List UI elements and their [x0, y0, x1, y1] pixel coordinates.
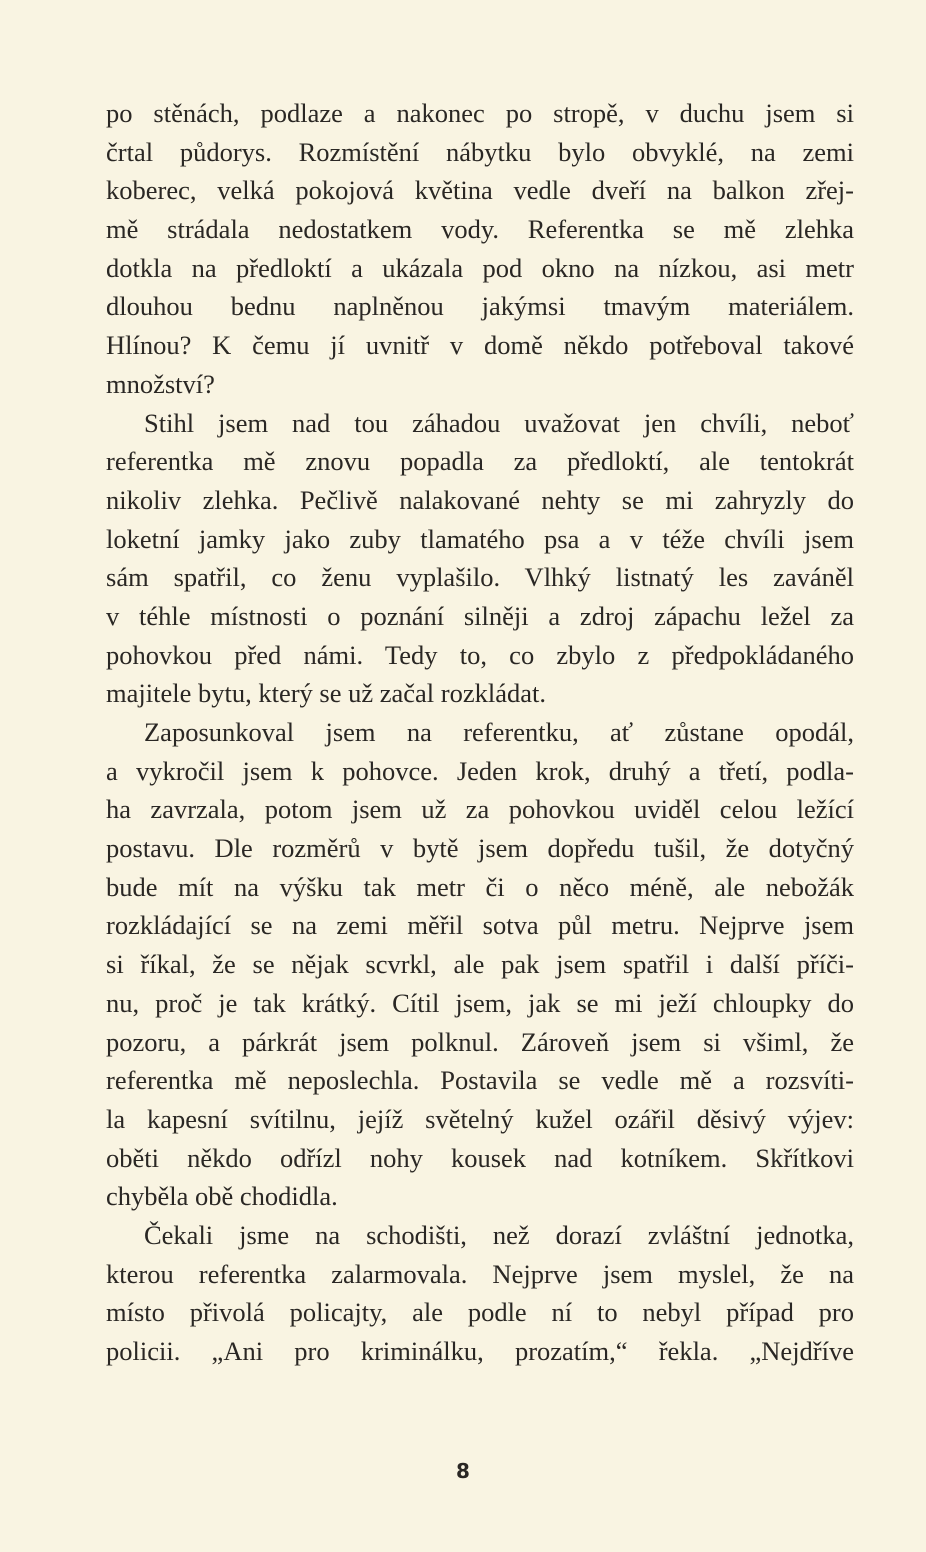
text-line: v téhle místnosti o poznání silněji a zdroj zápachu ležel za [106, 600, 854, 631]
text-line: referentka mě neposlechla. Postavila se vedle mě a rozsvíti- [106, 1065, 854, 1096]
text-line: a vykročil jsem k pohovce. Jeden krok, druhý a třetí, podla- [106, 755, 854, 786]
text-line: Stihl jsem nad tou záhadou uvažovat jen chvíli, neboť [144, 407, 854, 438]
text-line: množství? [106, 368, 215, 399]
paragraph [106, 713, 854, 1216]
paragraph [106, 1216, 854, 1371]
text-line: nikoliv zlehka. Pečlivě nalakované nehty se mi zahryzly do [106, 484, 854, 515]
text-line: chyběla obě chodidla. [106, 1181, 338, 1212]
text-line: pohovkou před námi. Tedy to, co zbylo z předpokládaného [106, 639, 854, 670]
text-line: dlouhou bednu naplněnou jakýmsi tmavým materiálem. [106, 291, 854, 322]
text-line: Čekali jsme na schodišti, než dorazí zvláštní jednotka, [144, 1219, 854, 1250]
text-line: kterou referentka zalarmovala. Nejprve jsem myslel, že na [106, 1258, 854, 1289]
text-line: postavu. Dle rozměrů v bytě jsem dopředu tušil, že dotyčný [106, 833, 854, 864]
text-line: místo přivolá policajty, ale podle ní to nebyl případ pro [106, 1297, 854, 1328]
text-line: si říkal, že se nějak scvrkl, ale pak jsem spatřil i další příči- [106, 949, 854, 980]
text-line: koberec, velká pokojová květina vedle dveří na balkon zřej- [106, 175, 854, 206]
text-line: majitele bytu, který se už začal rozkládat. [106, 678, 546, 709]
text-line: la kapesní svítilnu, jejíž světelný kužel ozářil děsivý výjev: [106, 1103, 854, 1134]
text-line: referentka mě znovu popadla za předloktí, ale tentokrát [106, 446, 854, 477]
text-line: dotkla na předloktí a ukázala pod okno na nízkou, asi metr [106, 252, 854, 283]
text-line: po stěnách, podlaze a nakonec po stropě, v duchu jsem si [106, 98, 854, 128]
text-line: rozkládající se na zemi měřil sotva půl metru. Nejprve jsem [106, 910, 854, 941]
page-number: 8 [456, 1459, 470, 1483]
text-line: bude mít na výšku tak metr či o něco méně, ale nebožák [106, 871, 854, 902]
text-line: pozoru, a párkrát jsem polknul. Zároveň jsem si všiml, že [106, 1026, 854, 1057]
text-line: Hlínou? K čemu jí uvnitř v domě někdo potřeboval takové [106, 330, 854, 361]
text-line: črtal půdorys. Rozmístění nábytku bylo obvyklé, na zemi [106, 136, 854, 167]
text-line: policii. „Ani pro kriminálku, prozatím,“ řekla. „Nejdříve [106, 1336, 854, 1366]
paragraph [106, 404, 854, 714]
paragraph [106, 94, 854, 404]
text-line: oběti někdo odřízl nohy kousek nad kotníkem. Skřítkovi [106, 1142, 854, 1173]
text-line: sám spatřil, co ženu vyplašilo. Vlhký listnatý les zaváněl [106, 562, 854, 593]
text-line: loketní jamky jako zuby tlamatého psa a v téže chvíli jsem [106, 523, 854, 554]
text-line: ha zavrzala, potom jsem už za pohovkou uviděl celou ležící [106, 794, 854, 825]
text-line: mě strádala nedostatkem vody. Referentka se mě zlehka [106, 214, 854, 245]
body-text [106, 94, 854, 1371]
text-line: nu, proč je tak krátký. Cítil jsem, jak se mi ježí chloupky do [106, 987, 854, 1018]
text-line: Zaposunkoval jsem na referentku, ať zůstane opodál, [144, 717, 854, 747]
